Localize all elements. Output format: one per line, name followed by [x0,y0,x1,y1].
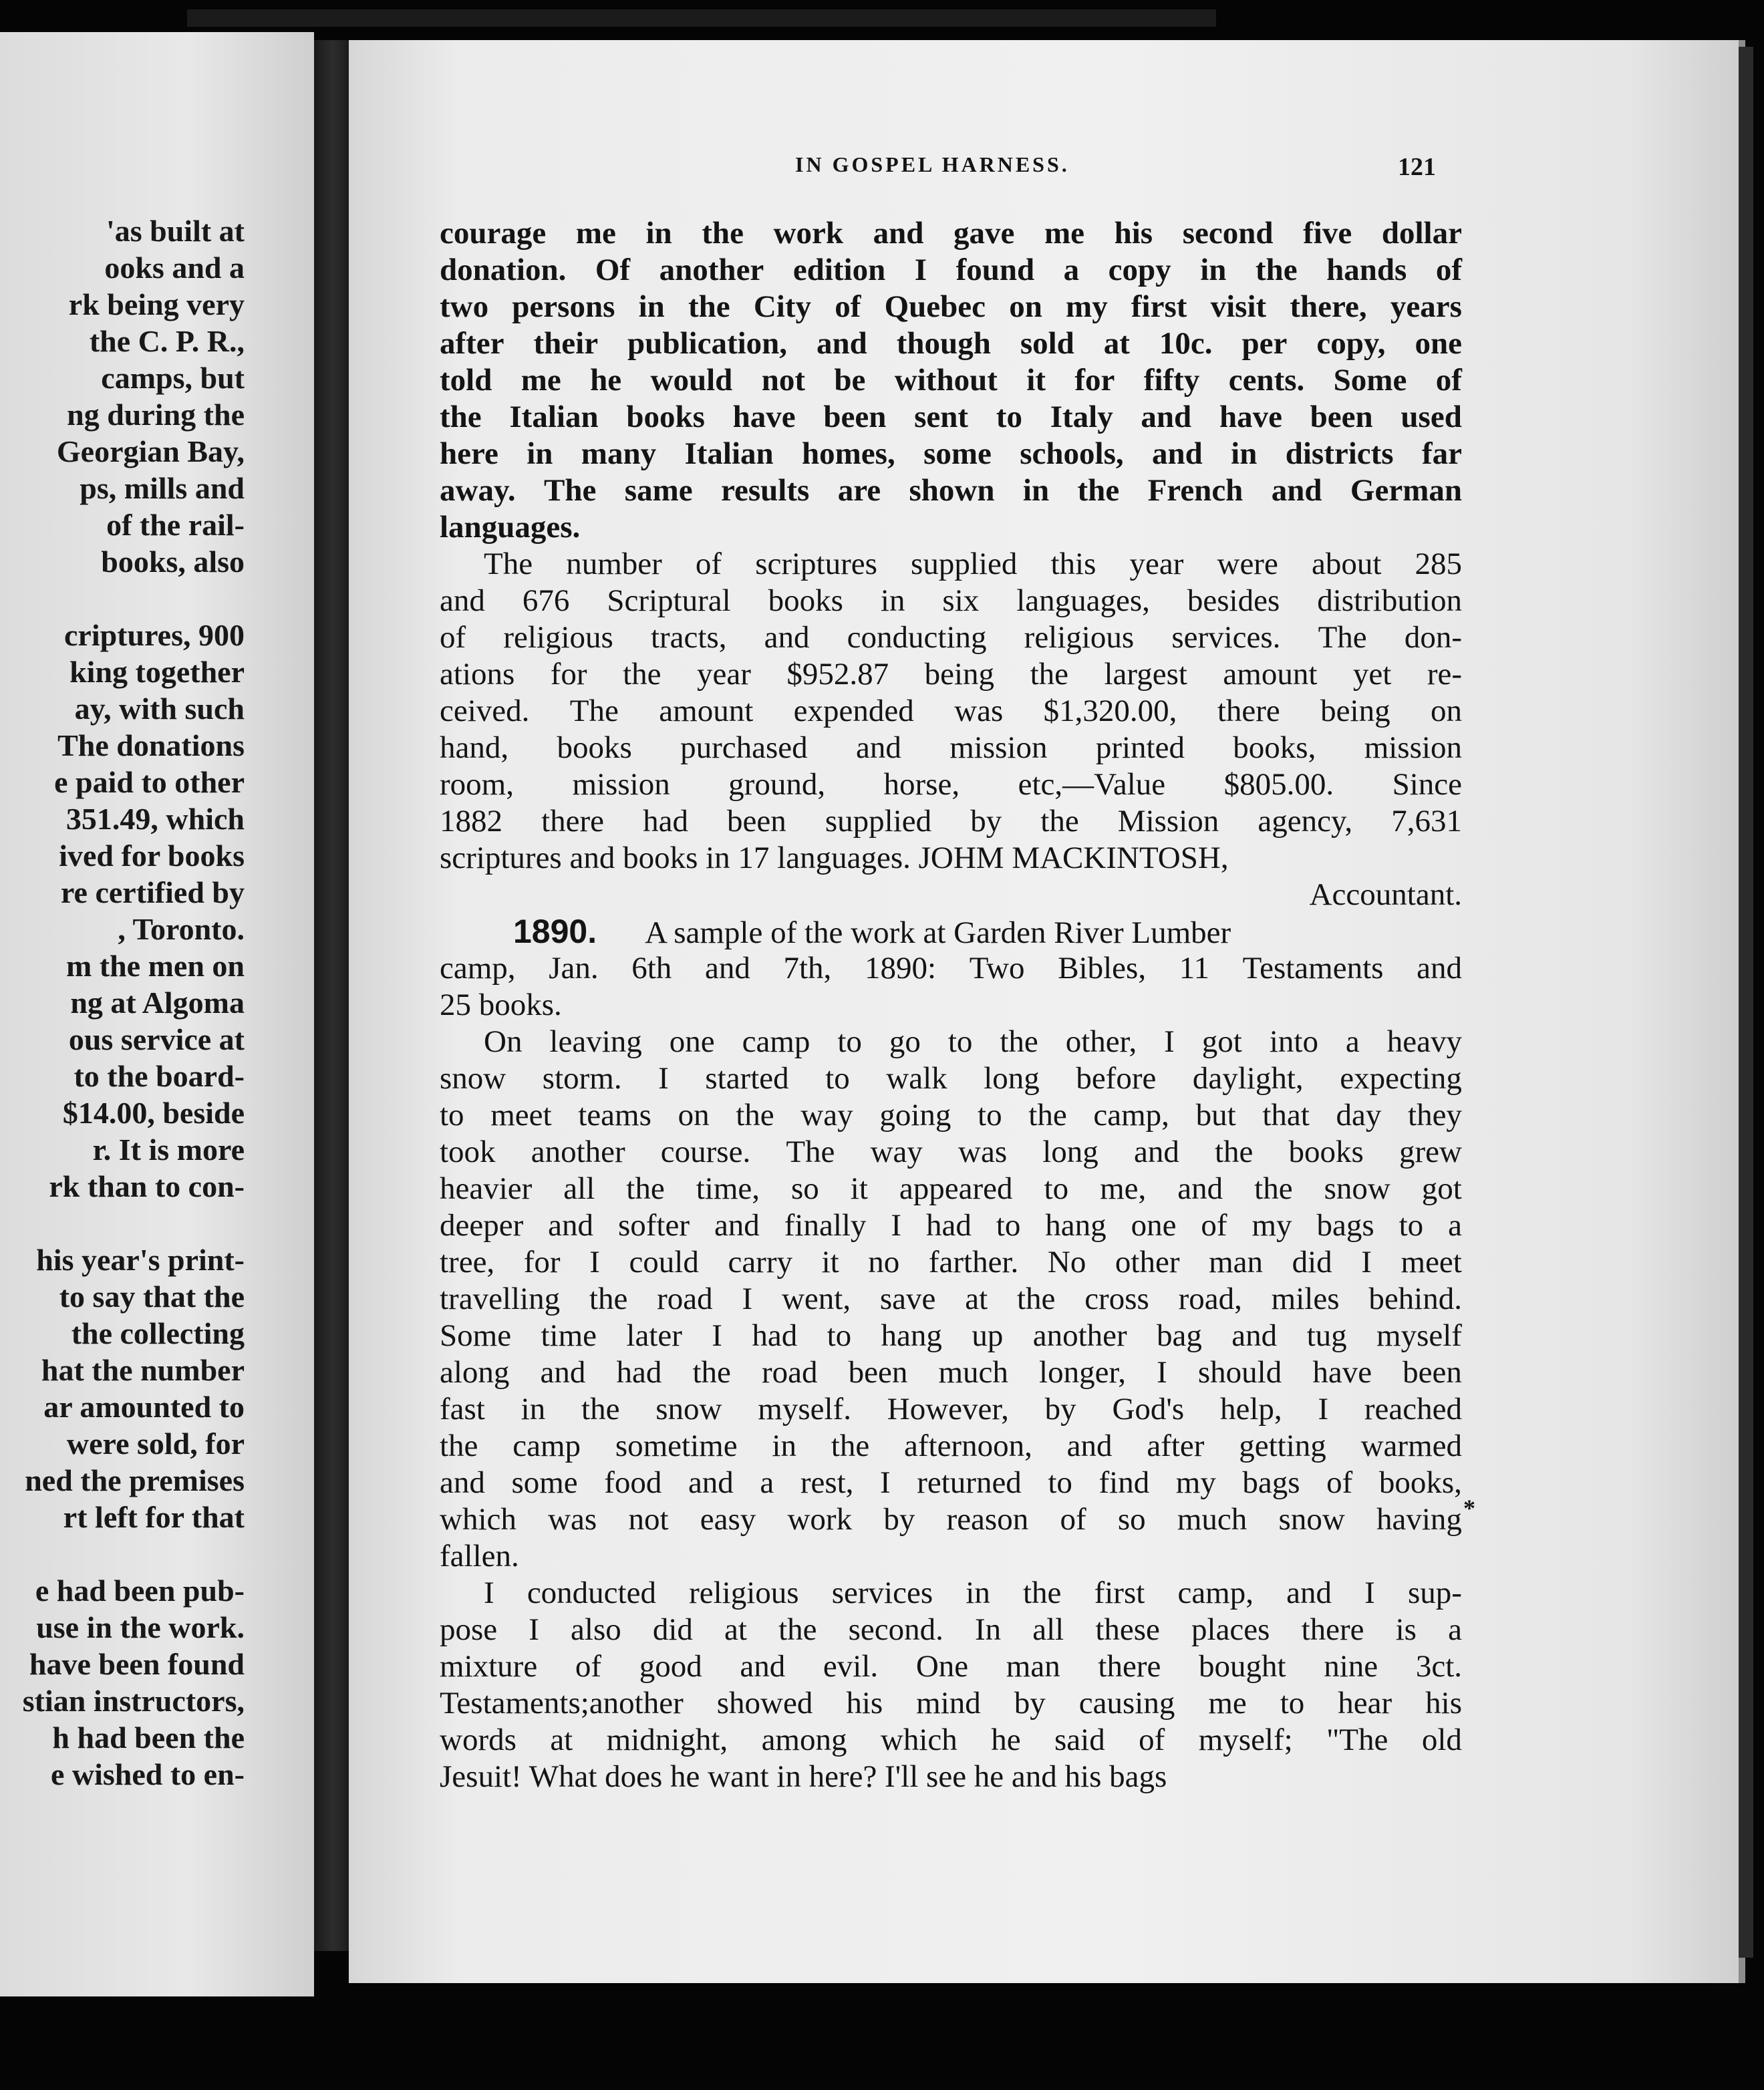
left-text-line [0,1535,245,1572]
paragraph-2 [440,546,1462,877]
left-text-line: m the men on [65,949,245,983]
text-line: fallen. [440,1539,519,1574]
text-line: The number of scriptures supplied this year were about 285 [484,547,1462,581]
text-line: room, mission ground, horse, etc,—Value $805.00. Since [440,767,1462,802]
left-text-line: h had been the [52,1721,245,1755]
left-text-line: have been found [29,1647,245,1681]
left-text-line: were sold, for [66,1427,245,1461]
left-text-line: to the board- [74,1059,245,1093]
text-line: fast in the snow myself. However, by God's help, I reached [440,1392,1462,1427]
text-line: camp, Jan. 6th and 7th, 1890: Two Bibles, 11 Testaments and [440,951,1462,986]
year-heading: 1890. [513,913,597,950]
left-text-line [0,580,245,617]
paragraph-1 [440,215,1462,546]
text-line: along and had the road been much longer, I should have been [440,1355,1462,1390]
left-text-line: ous service at [68,1022,245,1056]
left-text-line: books, also [101,545,245,579]
text-line: words at midnight, among which he said of myself; "The old [440,1723,1462,1757]
text-line: mixture of good and evil. One man there bought nine 3ct. [440,1649,1462,1684]
text-line: and some food and a rest, I returned to find my bags of books, [440,1465,1462,1500]
text-line: took another course. The way was long and the books grew [440,1135,1462,1169]
paragraph-services [440,1575,1462,1795]
left-text-line: e had been pub- [35,1574,245,1608]
left-text-line: ps, mills and [80,471,245,505]
left-text-line [0,1205,245,1241]
text-line: ceived. The amount expended was $1,320.00, there being on [440,694,1462,728]
left-text-line: camps, but [101,361,245,395]
left-page-text [0,212,245,1793]
text-line: hand, books purchased and mission printed books, mission [440,730,1462,765]
text-line: travelling the road I went, save at the cross road, miles behind. [440,1282,1462,1316]
text-line: 1882 there had been supplied by the Mission agency, 7,631 [440,804,1462,839]
left-text-line: rk than to con- [49,1169,245,1203]
left-text-line: 351.49, which [65,802,245,836]
text-line: heavier all the time, so it appeared to me, and the snow got [440,1171,1462,1206]
left-text-line: the C. P. R., [89,324,245,358]
book-right-edge [1739,47,1753,1958]
body-text [440,215,1462,1795]
left-text-line: r. It is more [92,1133,245,1167]
paragraph-1890 [440,913,1462,1024]
text-line: after their publication, and though sold at 10c. per copy, one [440,326,1462,361]
text-line: the Italian books have been sent to Italy and have been used [440,400,1462,434]
left-text-line: his year's print- [36,1243,245,1277]
text-line: of religious tracts, and conducting religious services. The don- [440,620,1462,655]
left-text-line: to say that the [59,1280,245,1314]
text-line: Some time later I had to hang up another bag and tug myself [440,1318,1462,1353]
left-text-line: rt left for that [63,1500,245,1534]
left-text-line: Georgian Bay, [56,434,245,468]
text-line: I conducted religious services in the first camp, and I sup- [484,1576,1462,1610]
paragraph-snow-storm [440,1024,1462,1575]
page-number: 121 [1398,153,1436,181]
text-line: which was not easy work by reason of so much snow having [440,1502,1462,1537]
text-line: Jesuit! What does he want in here? I'll see he and his bags [440,1759,1167,1794]
text-line: pose I also did at the second. In all these places there is a [440,1612,1462,1647]
left-text-line: hat the number [41,1353,245,1387]
text-line: snow storm. I started to walk long before daylight, expecting [440,1061,1462,1096]
text-line: away. The same results are shown in the French and German [440,473,1462,508]
left-text-line: use in the work. [36,1610,245,1644]
left-text-line: rk being very [68,287,245,321]
text-line: deeper and softer and finally I had to hang one of my bags to a [440,1208,1462,1243]
text-line: two persons in the City of Quebec on my first visit there, years [440,289,1462,324]
left-text-line: , Toronto. [118,912,245,946]
left-text-line: ng at Algoma [70,986,245,1020]
book-gutter [314,40,349,1951]
left-text-line: e paid to other [54,765,245,799]
text-line: donation. Of another edition I found a copy in the hands of [440,253,1462,287]
text-line: told me he would not be without it for fifty cents. Some of [440,363,1462,398]
margin-mark: * [1463,1495,1475,1521]
text-line: Testaments;another showed his mind by causing me to hear his [440,1686,1462,1721]
left-text-line: e wished to en- [50,1757,245,1791]
left-text-line: ay, with such [74,692,245,726]
text-line: languages. [440,510,581,545]
left-text-line: The donations [57,728,245,762]
left-text-line: ived for books [59,839,245,873]
left-text-line: criptures, 900 [63,618,245,652]
left-text-line: 'as built at [106,214,245,248]
left-page [0,32,314,1996]
text-line: courage me in the work and gave me his second five dollar [440,216,1462,251]
text-line: tree, for I could carry it no farther. No other man did I meet [440,1245,1462,1280]
left-text-line: stian instructors, [22,1684,245,1718]
text-line: ations for the year $952.87 being the largest amount yet re- [440,657,1462,692]
running-head: IN GOSPEL HARNESS. [795,152,1070,176]
left-text-line: $14.00, beside [62,1096,245,1130]
book-top-edge [187,9,1216,27]
left-text-line: ooks and a [104,251,245,285]
text-line: to meet teams on the way going to the camp, but that day they [440,1098,1462,1133]
left-text-line: ned the premises [25,1463,245,1497]
left-text-line: of the rail- [106,508,245,542]
signature-title: Accountant. [1309,877,1462,912]
text-line: and 676 Scriptural books in six languages, besides distribution [440,583,1462,618]
text-line: here in many Italian homes, some schools, and in districts far [440,436,1462,471]
text-line: 25 books. [440,988,562,1022]
text-line: scriptures and books in 17 languages. JOHM MACKINTOSH, [440,841,1229,875]
left-text-line: re certified by [60,875,245,909]
left-text-line: king together [69,655,245,689]
left-text-line: the collecting [71,1316,245,1350]
text-line: On leaving one camp to go to the other, I got into a heavy [484,1024,1462,1059]
left-text-line: ar amounted to [43,1390,245,1424]
text-line [440,913,1462,950]
text-line: the camp sometime in the afternoon, and after getting warmed [440,1429,1462,1463]
left-text-line: ng during the [67,398,245,432]
text-line-content: A sample of the work at Garden River Lumber [645,915,1231,950]
